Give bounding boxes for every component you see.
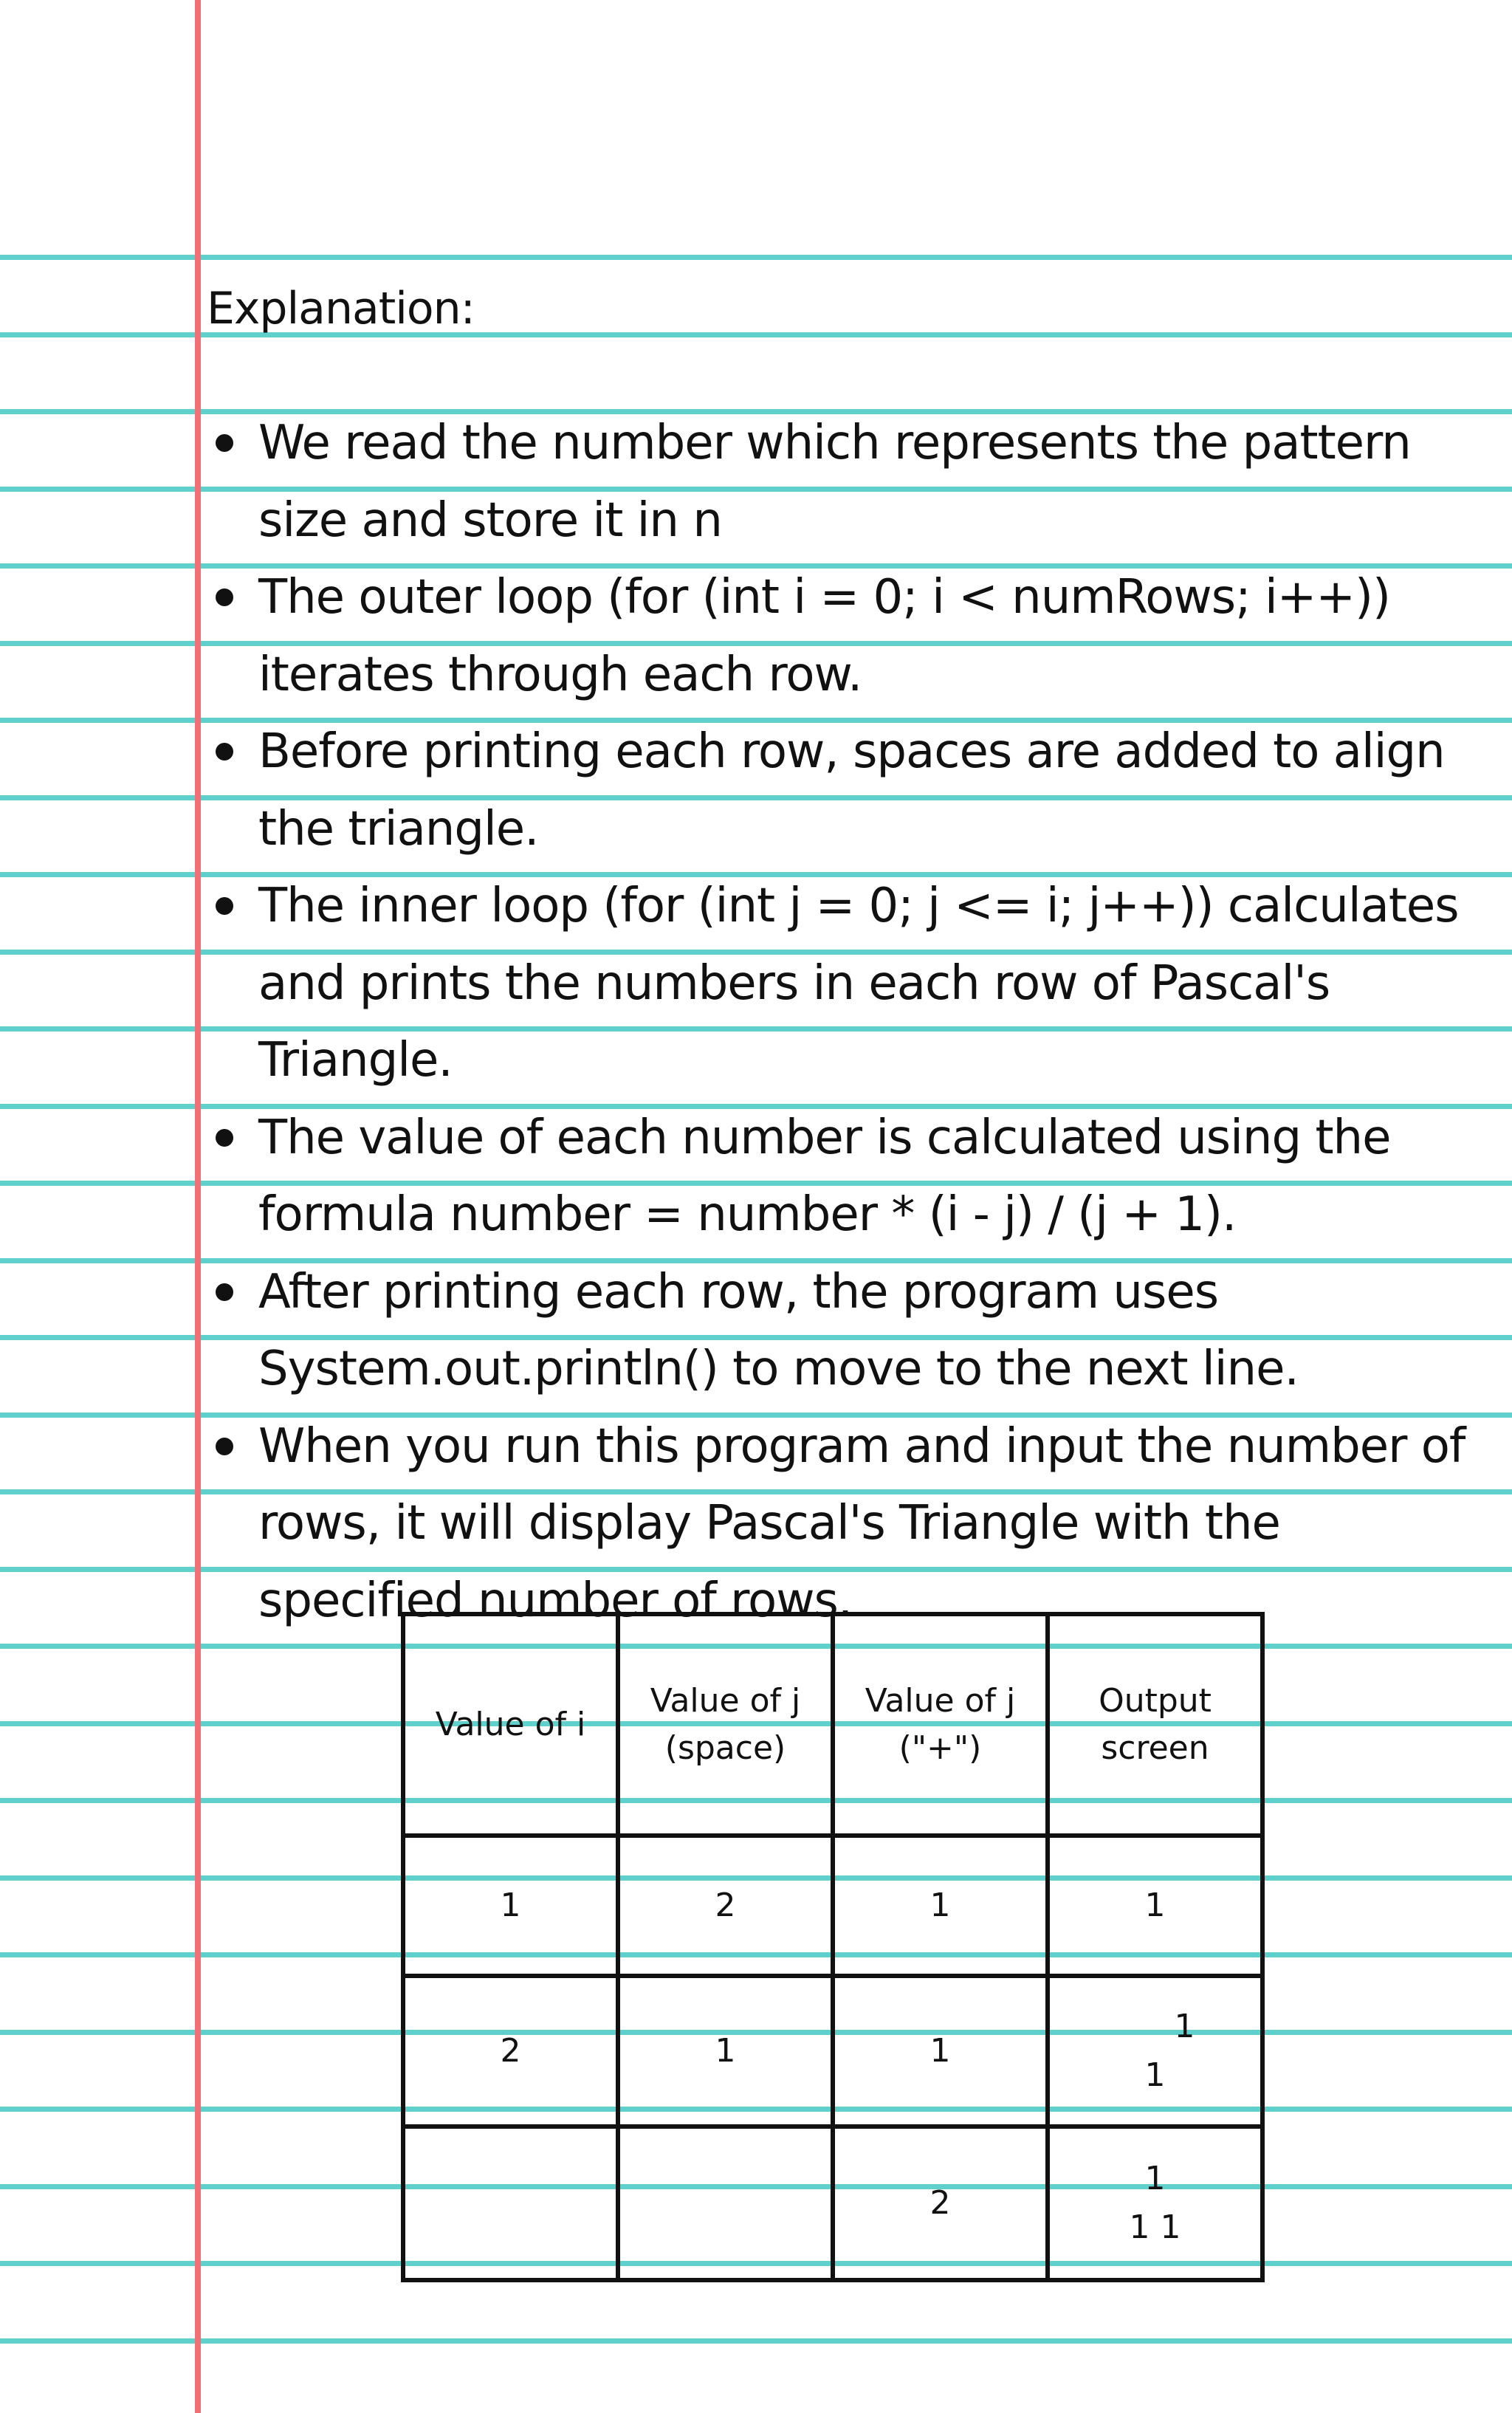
bullet-list — [207, 405, 1477, 1639]
cell-j-space — [618, 2127, 833, 2280]
bullet-text: The value of each number is calculated using the formula number = number * (i - j) / (j + 1). — [258, 1110, 1391, 1242]
bullet-item — [207, 1099, 1477, 1254]
cell-output — [1048, 2127, 1262, 2280]
cell-output — [1048, 1836, 1262, 1976]
cell-j-plus: 1 — [833, 1976, 1048, 2127]
cell-i — [403, 2127, 618, 2280]
table-row — [403, 2127, 1262, 2280]
header-value-of-j-plus: Value of j ("+") — [833, 1614, 1048, 1836]
bullet-icon — [216, 1283, 233, 1301]
bullet-icon — [216, 434, 233, 452]
bullet-item — [207, 868, 1477, 1099]
ruled-line — [0, 255, 1512, 260]
bullet-text: We read the number which represents the pattern size and store it in n — [258, 416, 1411, 548]
output-line: 1 — [1144, 2160, 1166, 2197]
bullet-item — [207, 559, 1477, 713]
bullet-item — [207, 405, 1477, 559]
bullet-icon — [216, 743, 233, 761]
header-value-of-j-space: Value of j (space) — [618, 1614, 833, 1836]
bullet-item — [207, 713, 1477, 868]
table-row — [403, 1976, 1262, 2127]
output-line: 1 — [1144, 1887, 1166, 1924]
bullet-icon — [216, 897, 233, 915]
heading: Explanation: — [207, 283, 475, 334]
bullet-icon — [216, 588, 233, 606]
cell-j-plus: 1 — [833, 1836, 1048, 1976]
bullet-item — [207, 1408, 1477, 1640]
bullet-text: When you run this program and input the number of rows, it will display Pascal's Triangle with the specified number of rows. — [258, 1418, 1465, 1628]
table-header-row — [403, 1614, 1262, 1836]
cell-j-space: 2 — [618, 1836, 833, 1976]
bullet-icon — [216, 1438, 233, 1455]
trace-table — [401, 1612, 1265, 2282]
bullet-item — [207, 1254, 1477, 1408]
cell-i: 1 — [403, 1836, 618, 1976]
header-value-of-i: Value of i — [403, 1614, 618, 1836]
bullet-icon — [216, 1129, 233, 1147]
header-output-screen: Output screen — [1048, 1614, 1262, 1836]
table-row — [403, 1836, 1262, 1976]
output-line: 1 — [1144, 2056, 1166, 2094]
bullet-text: Before printing each row, spaces are added to align the triangle. — [258, 724, 1445, 857]
margin-line — [195, 0, 201, 2413]
bullet-text: After printing each row, the program uses System.out.println() to move to the next line. — [258, 1264, 1299, 1396]
output-line: 1 — [1174, 2008, 1195, 2045]
ruled-line — [0, 2338, 1512, 2344]
cell-output — [1048, 1976, 1262, 2127]
cell-i: 2 — [403, 1976, 618, 2127]
cell-j-space: 1 — [618, 1976, 833, 2127]
bullet-text: The inner loop (for (int j = 0; j <= i; j++)) calculates and prints the numbers in each row of Pascal's Triangle. — [258, 879, 1459, 1088]
cell-j-plus: 2 — [833, 2127, 1048, 2280]
bullet-text: The outer loop (for (int i = 0; i < numRows; i++)) iterates through each row. — [258, 570, 1390, 702]
output-line: 1 1 — [1129, 2208, 1181, 2246]
